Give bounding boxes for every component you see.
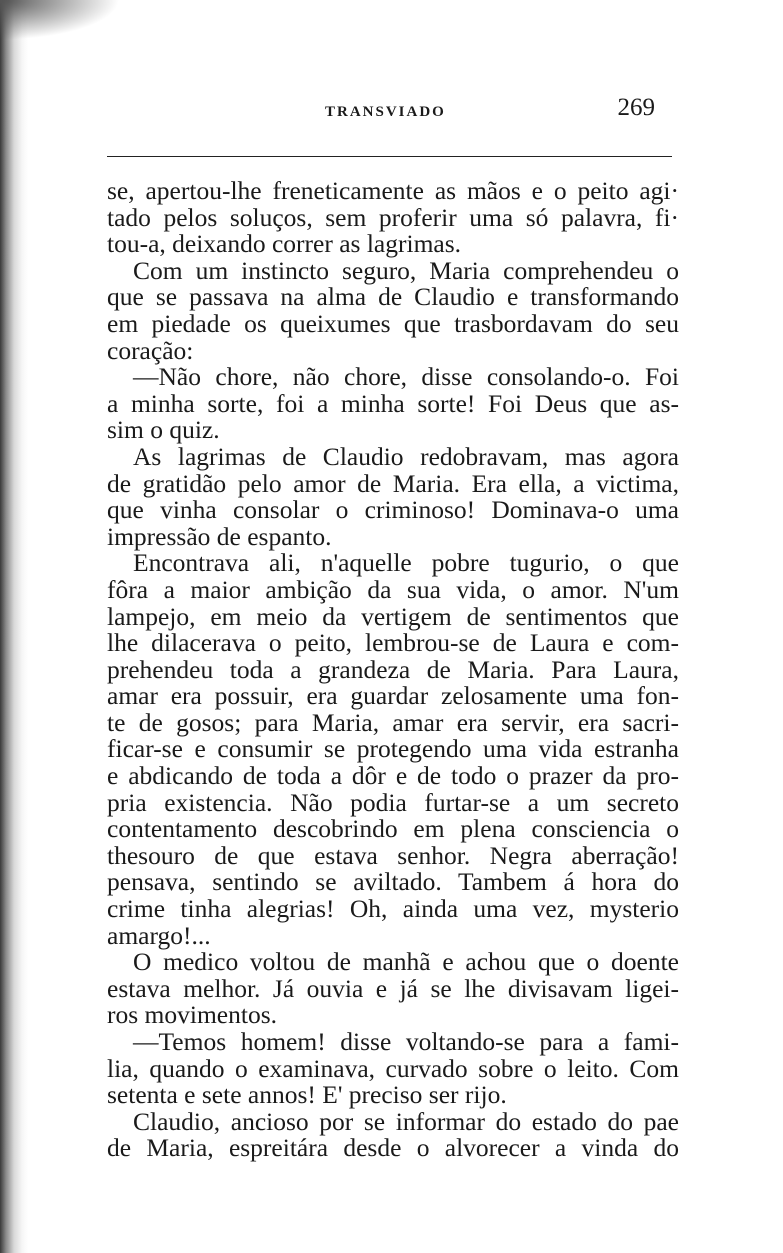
text-line: a minha sorte, foi a minha sorte! Foi Deus que as- — [107, 388, 679, 418]
text-line: de Maria, espreitára desde o alvorecer a vinda do — [107, 1133, 679, 1163]
text-line: tou-a, deixando correr as lagrimas. — [107, 229, 462, 259]
text-line: coração: — [107, 335, 194, 365]
text-line: Encontrava ali, n'aquelle pobre tugurio, o que — [133, 548, 679, 578]
text-line: Claudio, ancioso por se informar do estado do pae — [133, 1106, 679, 1136]
text-line: se, apertou-lhe freneticamente as mãos e o peito agi· — [107, 176, 679, 205]
running-title: TRANSVIADO — [325, 104, 446, 120]
text-line: As lagrimas de Claudio redobravam, mas agora — [133, 441, 679, 471]
page-binding-shadow — [0, 0, 28, 1253]
text-line: e abdicando de toda a dôr e de todo o prazer da pro- — [107, 761, 679, 791]
text-line: lhe dilacerava o peito, lembrou-se de Laura e com- — [107, 628, 679, 658]
text-line: ficar-se e consumir se protegendo uma vida estranha — [107, 734, 679, 764]
text-line: thesouro de que estava senhor. Negra aberração! — [107, 840, 679, 870]
text-body — [107, 178, 679, 1162]
text-line: que vinha consolar o criminoso! Dominava-o uma — [107, 495, 679, 525]
text-line: pria existencia. Não podia furtar-se a um secreto — [107, 787, 679, 817]
text-line: O medico voltou de manhã e achou que o doente — [133, 947, 679, 977]
text-line: setenta e sete annos! E' preciso ser rijo. — [107, 1080, 507, 1110]
text-line: impressão de espanto. — [107, 521, 332, 551]
text-line: fôra a maior ambição da sua vida, o amor. N'um — [107, 574, 679, 604]
text-line: estava melhor. Já ouvia e já se lhe divisavam ligei- — [107, 973, 679, 1003]
running-head — [107, 92, 677, 132]
text-line: em piedade os queixumes que trasbordavam do seu — [107, 308, 679, 338]
text-line: que se passava na alma de Claudio e transformando — [107, 282, 679, 312]
text-line: lampejo, em meio da vertigem de sentimentos que — [107, 601, 679, 631]
text-line: amar era possuir, era guardar zelosamente uma fon- — [107, 681, 679, 711]
text-line: crime tinha alegrias! Oh, ainda uma vez, mysterio — [107, 894, 679, 924]
page-number: 269 — [617, 94, 655, 121]
text-line: Com um instincto seguro, Maria comprehendeu o — [133, 255, 679, 285]
text-line: —Não chore, não chore, disse consolando-o. Foi — [133, 362, 679, 392]
text-line: lia, quando o examinava, curvado sobre o leito. Com — [107, 1053, 679, 1083]
text-line: te de gosos; para Maria, amar era servir, era sacri- — [107, 707, 679, 737]
text-line: pensava, sentindo se aviltado. Tambem á hora do — [107, 867, 679, 897]
text-line: tado pelos soluços, sem proferir uma só palavra, fi· — [107, 202, 679, 232]
text-line: sim o quiz. — [107, 415, 220, 445]
text-line: —Temos homem! disse voltando-se para a fami- — [133, 1027, 679, 1056]
text-line: contentamento descobrindo em plena consciencia o — [107, 814, 679, 844]
text-line: de gratidão pelo amor de Maria. Era ella, a victima, — [107, 468, 679, 498]
text-line: amargo!... — [107, 920, 211, 950]
text-line: prehendeu toda a grandeza de Maria. Para Laura, — [107, 654, 679, 684]
header-rule — [107, 156, 672, 157]
page-corner-shadow — [0, 0, 120, 40]
text-line: ros movimentos. — [107, 1000, 277, 1030]
